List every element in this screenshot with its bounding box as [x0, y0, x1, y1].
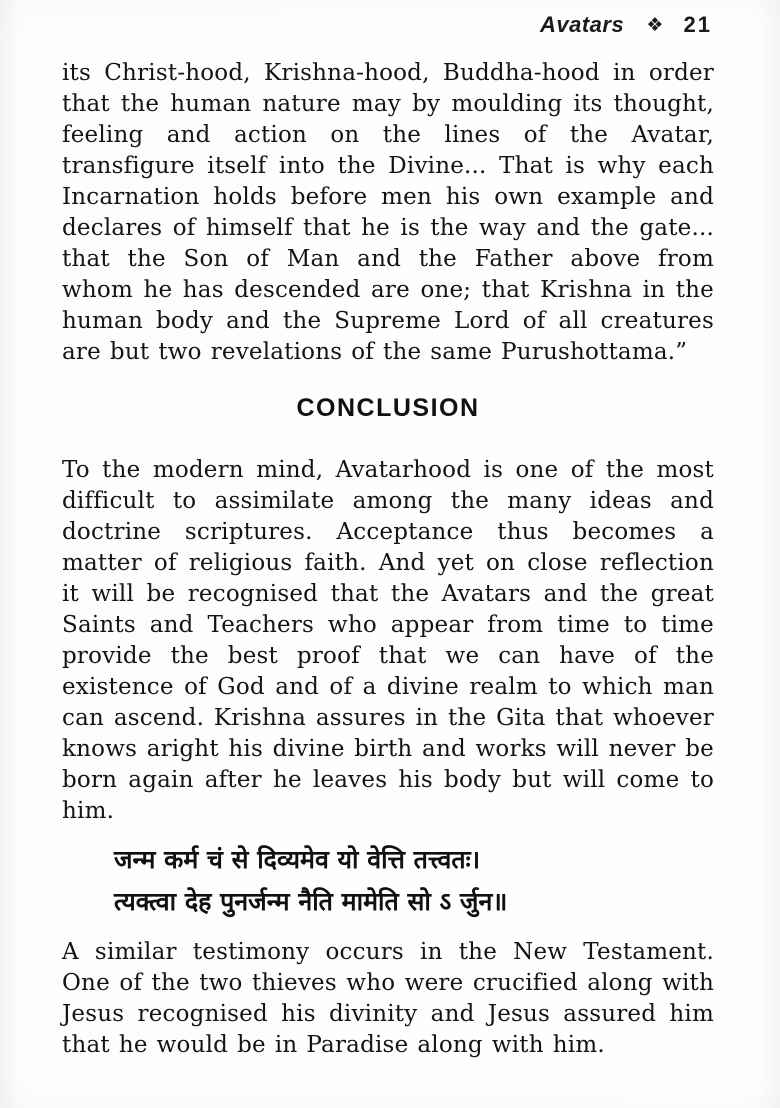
paragraph-conclusion-body: To the modern mind, Avatarhood is one of the most difficult to assimilate among the many ideas and doctrine scriptures. Acceptance thus becomes a matter of religious faith. And yet on close reflection it will be recognised that the Avatars and the great Saints and Teachers who appear from time to time provide the best proof that we can have of the existence of God and of a divine realm to which man can ascend. Krishna assures in the Gita that whoever knows aright his divine birth and works will never be born again after he leaves his body but will come to him. — [62, 457, 714, 824]
section-heading-conclusion: CONCLUSION — [296, 394, 480, 422]
page-number: 21 — [683, 12, 712, 37]
running-header — [62, 10, 714, 40]
sanskrit-verse-line-1: जन्म कर्म चं से दिव्यमेव यो वेत्ति तत्त्वतः। — [114, 845, 481, 874]
diamond-ornament-icon: ❖ — [646, 15, 664, 36]
paragraph-new-testament: A similar testimony occurs in the New Testament. One of the two thieves who were crucified along with Jesus recognised his divinity and Jesus assured him that he would be in Paradise along with him. — [62, 939, 714, 1058]
paragraph-avatar-quote: its Christ-hood, Krishna-hood, Buddha-hood in order that the human nature may by moulding its thought, feeling and action on the lines of the Avatar, transfigure itself into the Divine... That is why each Incarnation holds before men his own example and declares of himself that he is the way and the gate... that the Son of Man and the Father above from whom he has descended are one; that Krishna in the human body and the Supreme Lord of all creatures are but two revelations of the same Purushottama.” — [62, 60, 714, 365]
sanskrit-verse-line-2: त्यक्त्वा देह पुनर्जन्म नैति मामेति सो ऽ र्जुन॥ — [114, 887, 508, 916]
sanskrit-verse — [62, 839, 714, 923]
running-title: Avatars — [540, 12, 625, 37]
